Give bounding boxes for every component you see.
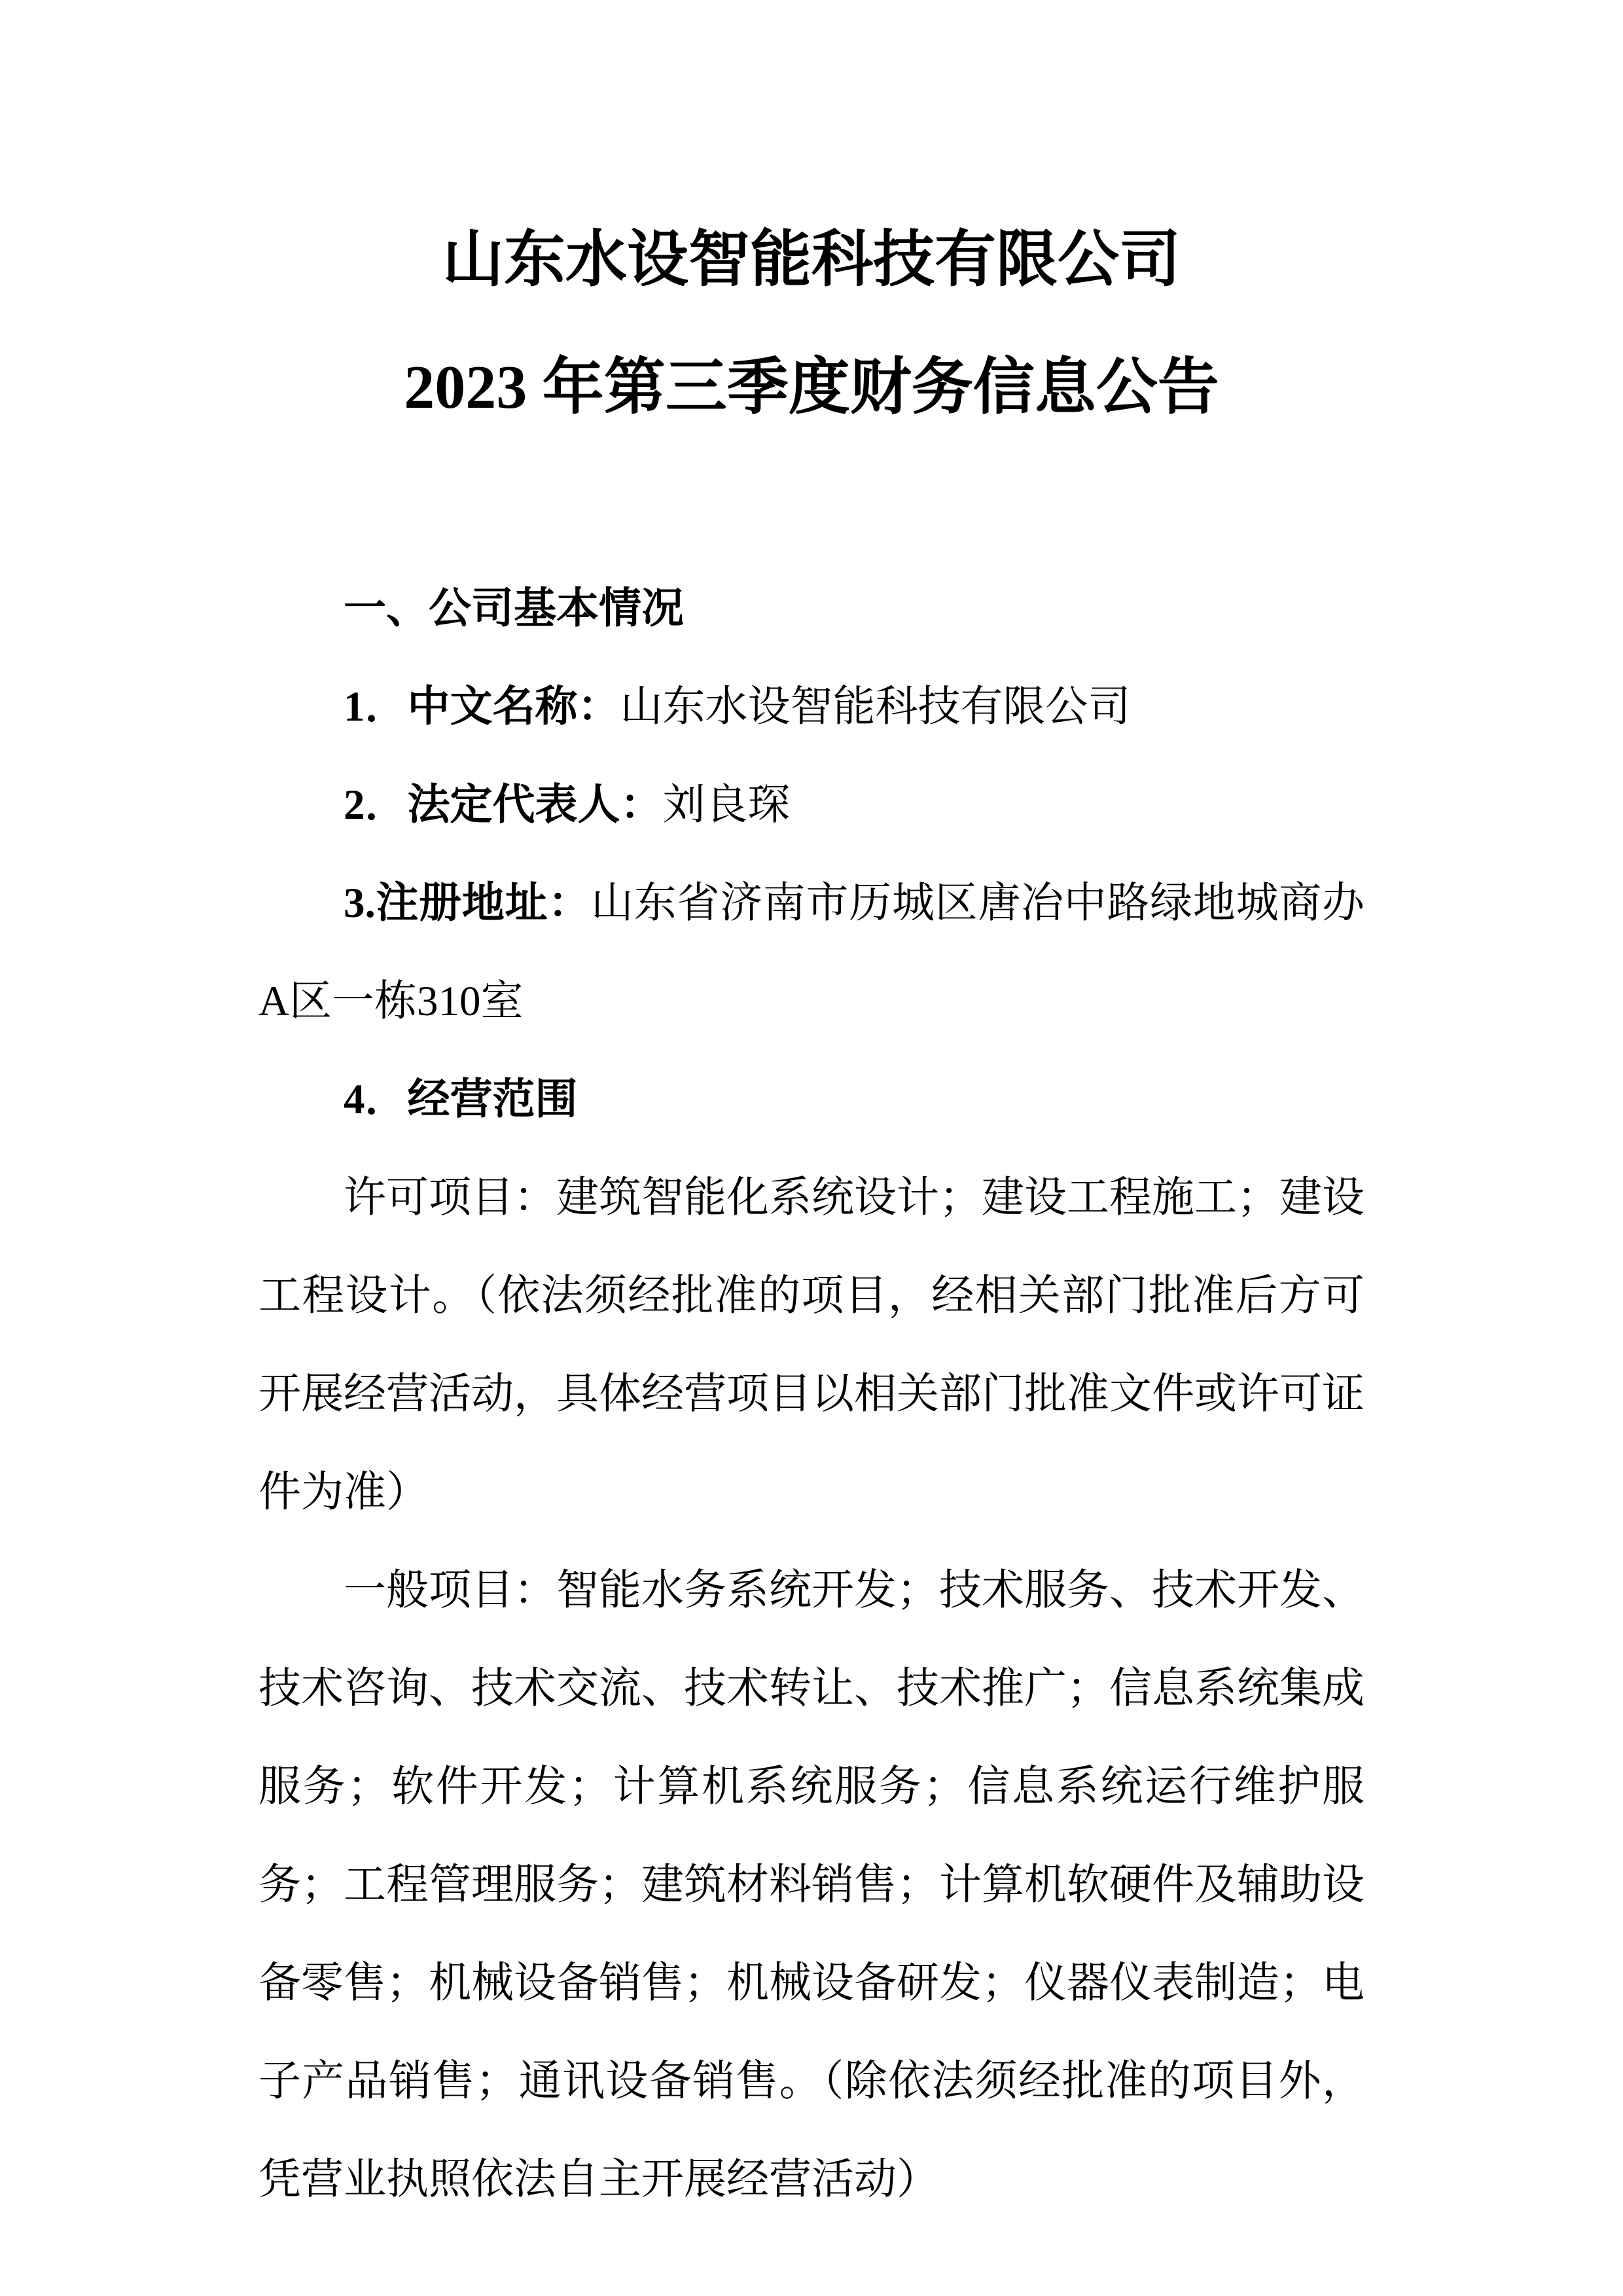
item-legal-representative [259,756,1364,854]
item-legal-representative-label: 2．法定代表人： [344,781,663,829]
document-title-line2: 2023 年第三季度财务信息公告 [404,353,1219,422]
document-title-line1: 山东水设智能科技有限公司 [442,226,1181,294]
item-chinese-name-value: 山东水设智能科技有限公司 [620,683,1131,730]
item-registered-address-value: 山东省济南市历城区唐冶中路绿地城商办A区一栋310室 [259,880,1364,1025]
section-heading-company-basic-info: 一、公司基本情况 [344,585,685,632]
item-legal-representative-value: 刘良琛 [662,781,791,829]
document-body [259,560,1364,2229]
paragraph-licensed-projects: 许可项目：建筑智能化系统设计；建设工程施工；建设工程设计。（依法须经批准的项目，经相关部门批准后方可开展经营活动，具体经营项目以相关部门批准文件或许可证件为准） [259,1174,1365,1516]
item-chinese-name-label: 1．中文名称： [344,683,620,730]
item-registered-address [259,854,1364,1050]
paragraph-general-projects: 一般项目：智能水务系统开发；技术服务、技术开发、技术咨询、技术交流、技术转让、技术推广；信息系统集成服务；软件开发；计算机系统服务；信息系统运行维护服务；工程管理服务；建筑材料销售；计算机软硬件及辅助设备零售；机械设备销售；机械设备研发；仪器仪表制造；电子产品销售；通讯设备销售。（除依法须经批准的项目外，凭营业执照依法自主开展经营活动） [259,1567,1365,2203]
section-heading-business-scope: 4．经营范围 [344,1076,578,1123]
item-chinese-name [259,658,1364,756]
item-registered-address-label: 3.注册地址： [344,880,591,927]
